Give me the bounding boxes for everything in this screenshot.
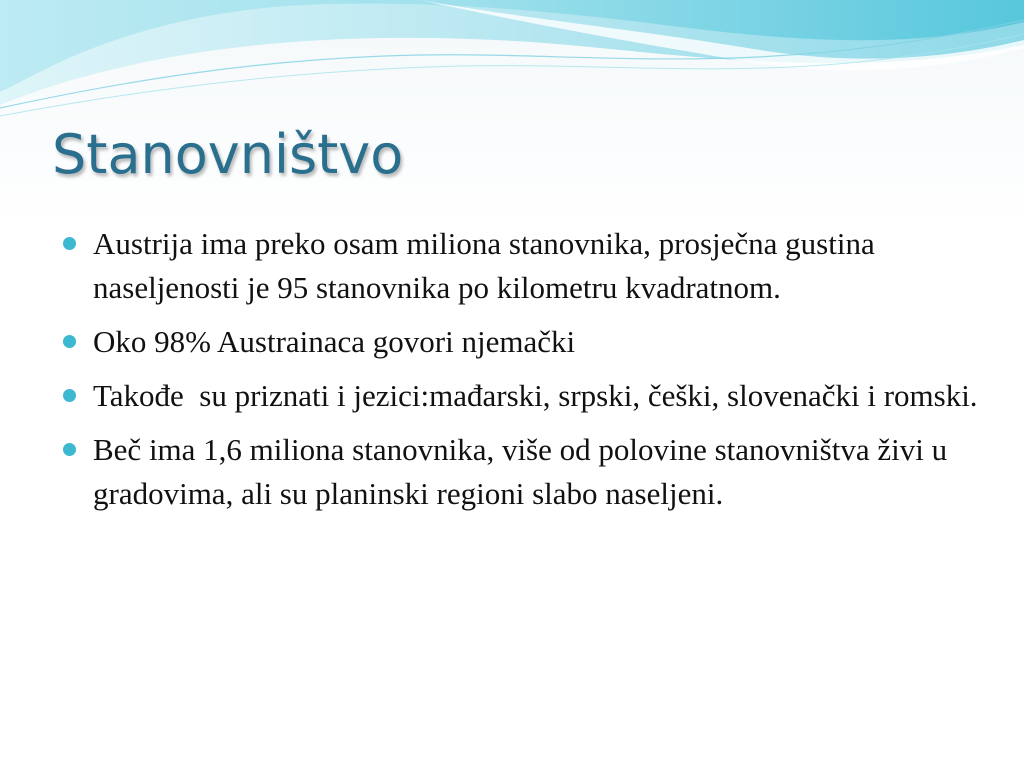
bullet-item [62, 320, 982, 364]
bullet-dot-icon [63, 237, 76, 250]
bullet-list [62, 222, 982, 526]
bullet-text: Oko 98% Austrainaca govori njemački [93, 324, 576, 359]
bullet-text: Beč ima 1,6 miliona stanovnika, više od polovine stanovništva živi u gradovima, ali su planinski regioni slabo naseljeni. [93, 432, 948, 511]
decorative-waves [0, 0, 1024, 130]
bullet-item [62, 374, 982, 418]
bullet-dot-icon [63, 335, 76, 348]
bullet-item [62, 428, 982, 516]
bullet-text: Takođe su priznati i jezici:mađarski, srpski, češki, slovenački i romski. [93, 378, 978, 413]
bullet-dot-icon [63, 389, 76, 402]
bullet-text: Austrija ima preko osam miliona stanovnika, prosječna gustina naseljenosti je 95 stanovnika po kilometru kvadratnom. [93, 226, 875, 305]
bullet-dot-icon [63, 443, 76, 456]
slide-title: Stanovništvo [52, 123, 404, 186]
bullet-item [62, 222, 982, 310]
